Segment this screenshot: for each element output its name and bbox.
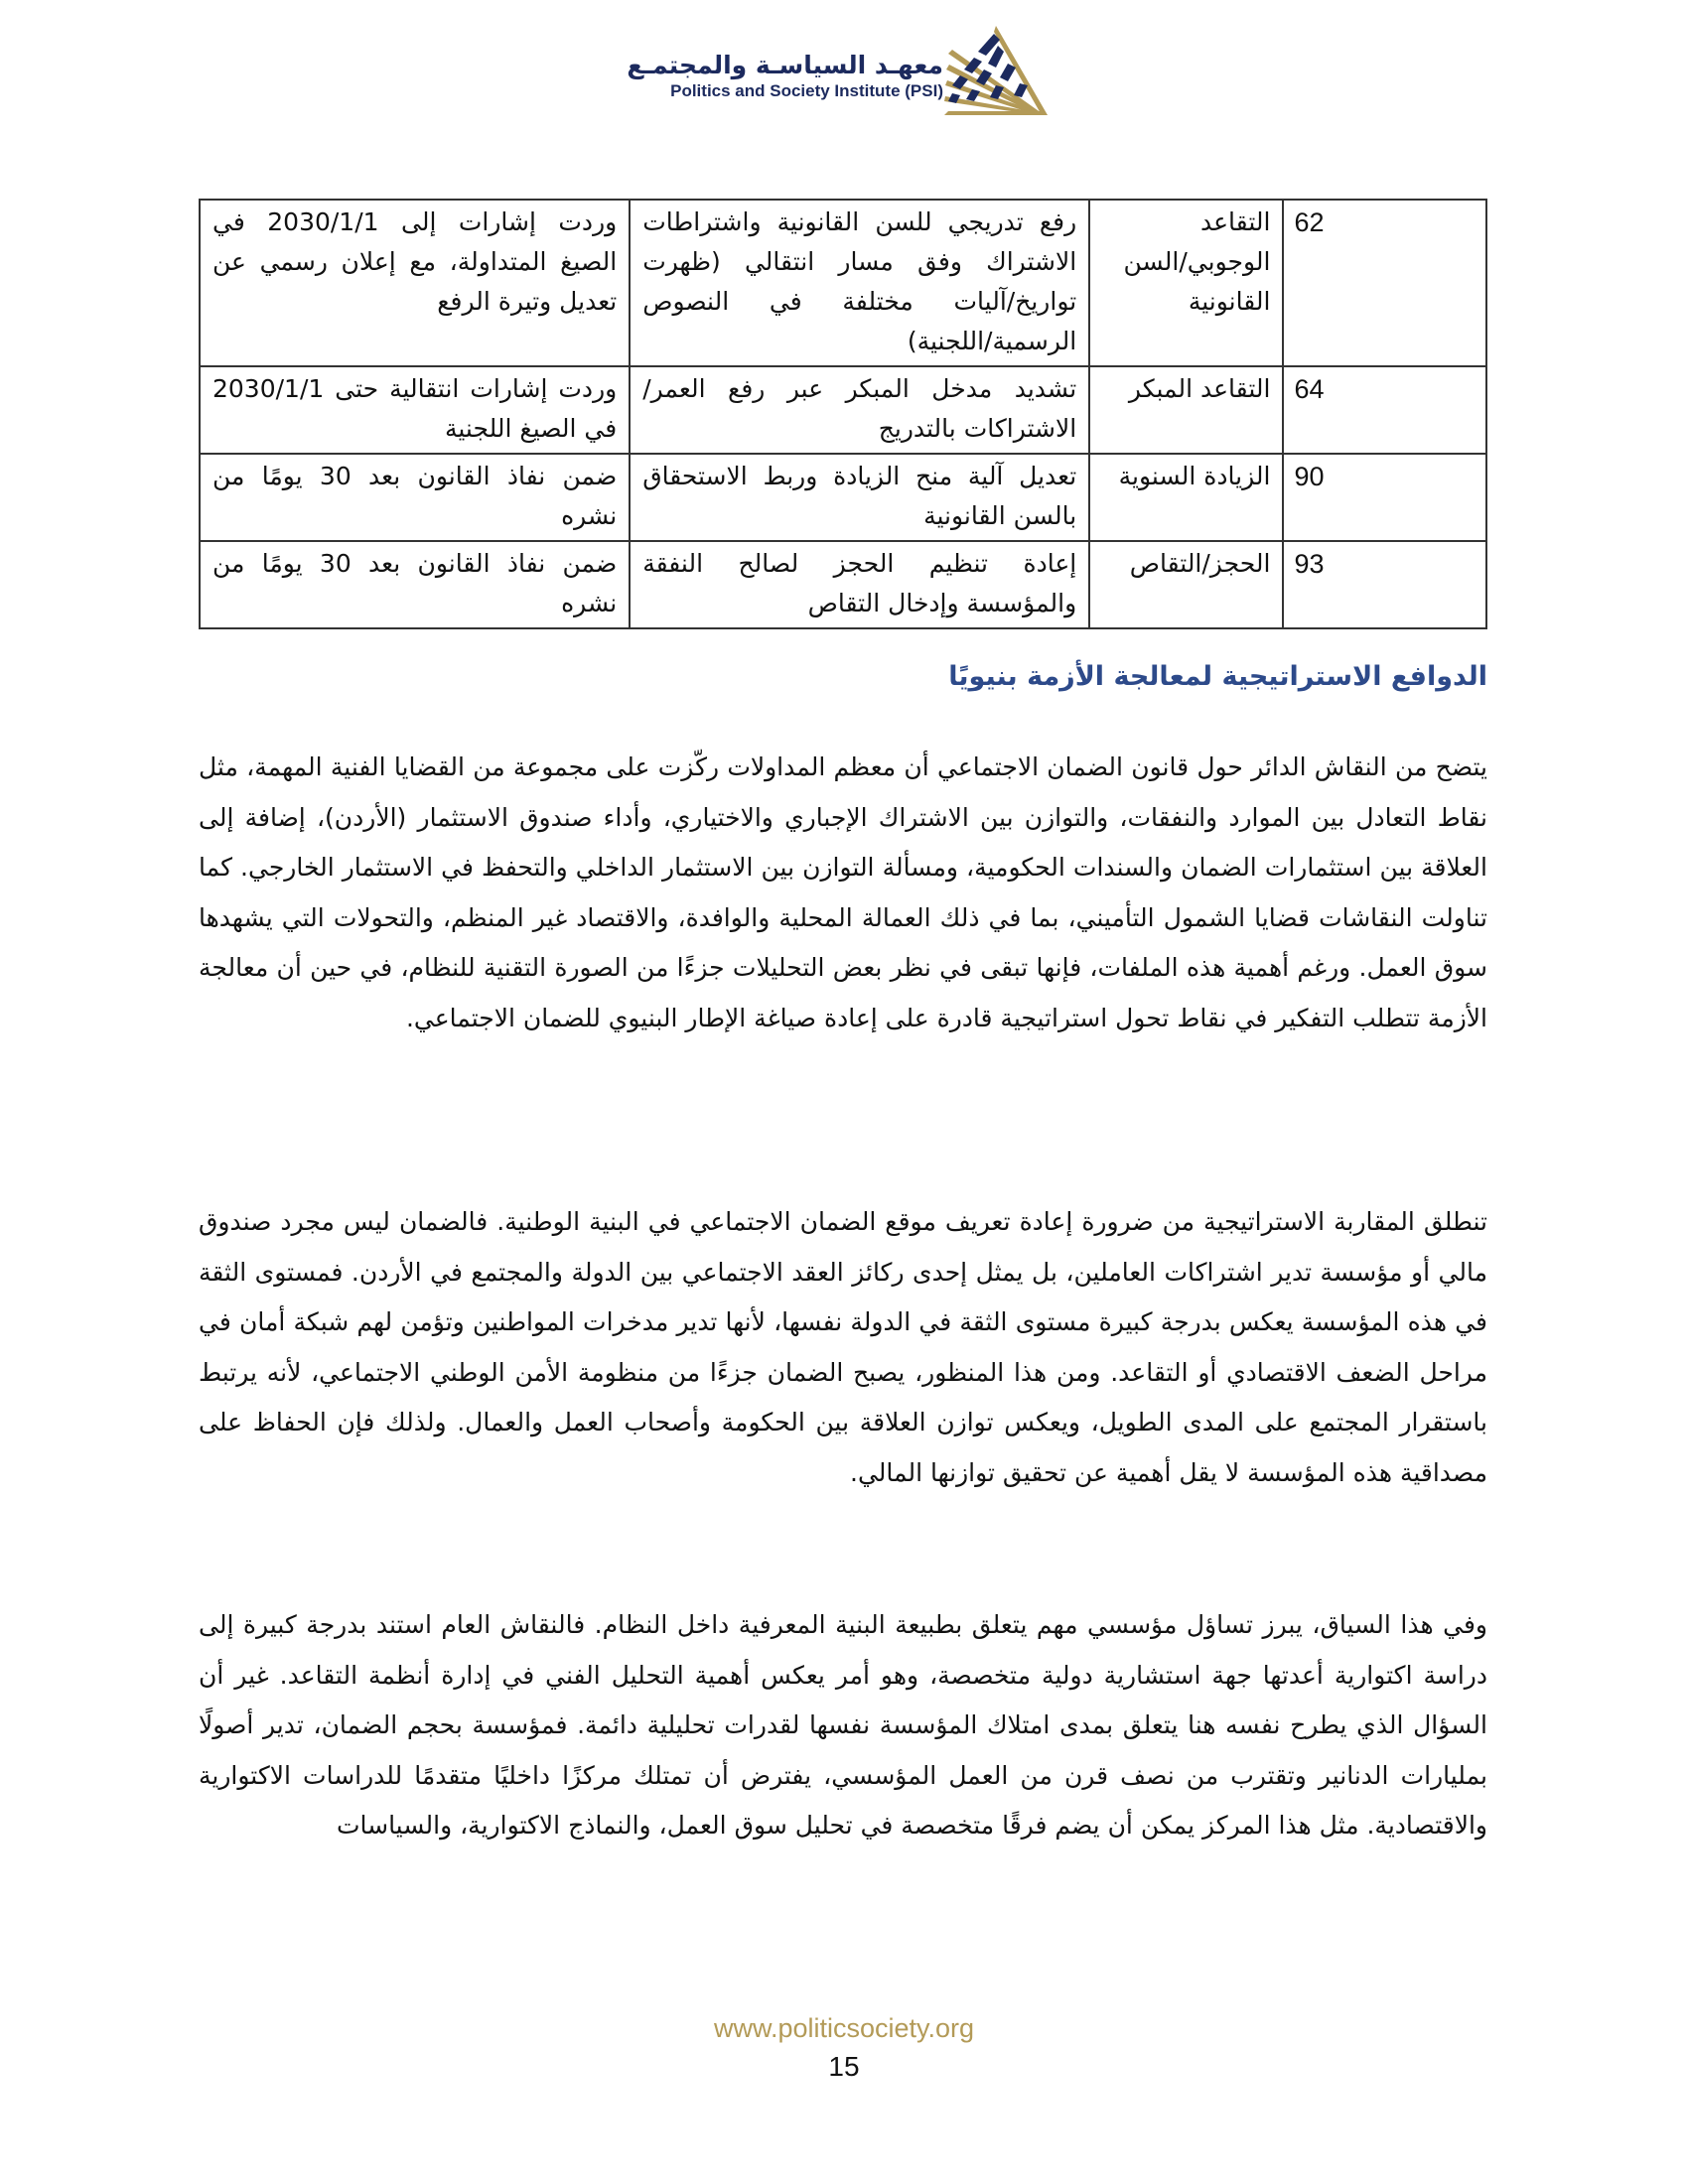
article-number-cell: 93 <box>1283 541 1486 628</box>
table-row <box>200 454 1486 541</box>
section-heading: الدوافع الاستراتيجية لمعالجة الأزمة بنيويًا <box>948 661 1487 692</box>
logo-text <box>627 50 943 101</box>
topic-cell: التقاعد الوجوبي/السن القانونية <box>1089 200 1283 366</box>
body-paragraph: يتضح من النقاش الدائر حول قانون الضمان الاجتماعي أن معظم المداولات ركّزت على مجموعة من القضايا الفنية المهمة، مثل نقاط التعادل بين الموارد والنفقات، والتوازن بين الاشتراك الإجباري والاختياري، وأداء صندوق الاستثمار (الأردن)، إضافة إلى العلاقة بين استثمارات الضمان والسندات الحكومية، ومسألة التوازن بين الاستثمار الداخلي والتحفظ في الاستثمار الخارجي. كما تناولت النقاشات قضايا الشمول التأميني، بما في ذلك العمالة المحلية والوافدة، والاقتصاد غير المنظم، والتحولات التي يشهدها سوق العمل. ورغم أهمية هذه الملفات، فإنها تبقى في نظر بعض التحليلات جزءًا من الصورة التقنية للنظام، في حين أن معالجة الأزمة تتطلب التفكير في نقاط تحول استراتيجية قادرة على إعادة صياغة الإطار البنيوي للضمان الاجتماعي. <box>199 752 1487 1032</box>
change-cell: إعادة تنظيم الحجز لصالح النفقة والمؤسسة وإدخال التقاص <box>630 541 1089 628</box>
footer-website-link[interactable]: www.politicsociety.org <box>713 2013 975 2043</box>
body-paragraph: تنطلق المقاربة الاستراتيجية من ضرورة إعادة تعريف موقع الضمان الاجتماعي في البنية الوطنية. فالضمان ليس مجرد صندوق مالي أو مؤسسة تدير اشتراكات العاملين، بل يمثل إحدى ركائز العقد الاجتماعي بين الدولة والمجتمع في الأردن. فمستوى الثقة في هذه المؤسسة يعكس بدرجة كبيرة مستوى الثقة في الدولة نفسها، لأنها تدير مدخرات المواطنين وتؤمن لهم شبكة أمان في مراحل الضعف الاقتصادي أو التقاعد. ومن هذا المنظور، يصبح الضمان جزءًا من منظومة الأمن الوطني الاجتماعي، لأنه يرتبط باستقرار المجتمع على المدى الطويل، ويعكس توازن العلاقة بين الحكومة وأصحاب العمل والعمال. ولذلك فإن الحفاظ على مصداقية هذه المؤسسة لا يقل أهمية عن تحقيق توازنها المالي. <box>199 1207 1487 1487</box>
timing-cell: ضمن نفاذ القانون بعد 30 يومًا من نشره <box>200 541 630 628</box>
body-paragraph: وفي هذا السياق، يبرز تساؤل مؤسسي مهم يتعلق بطبيعة البنية المعرفية داخل النظام. فالنقاش العام استند بدرجة كبيرة إلى دراسة اكتوارية أعدتها جهة استشارية دولية متخصصة، وهو أمر يعكس أهمية التحليل الفني في إدارة أنظمة التقاعد. غير أن السؤال الذي يطرح نفسه هنا يتعلق بمدى امتلاك المؤسسة نفسها لقدرات تحليلية دائمة. فمؤسسة بحجم الضمان، تدير أصولًا بمليارات الدنانير وتقترب من نصف قرن من العمل المؤسسي، يفترض أن تمتلك مركزًا داخليًا متقدمًا للدراسات الاكتوارية والاقتصادية. مثل هذا المركز يمكن أن يضم فرقًا متخصصة في تحليل سوق العمل، والنماذج الاكتوارية، والسياسات <box>199 1610 1487 1840</box>
table-row <box>200 200 1486 366</box>
topic-cell: الزيادة السنوية <box>1089 454 1283 541</box>
topic-cell: الحجز/التقاص <box>1089 541 1283 628</box>
change-cell: تشديد مدخل المبكر عبر رفع العمر/الاشتراكات بالتدريج <box>630 366 1089 454</box>
article-number-cell: 62 <box>1283 200 1486 366</box>
timing-cell: وردت إشارات إلى 2030/1/1 في الصيغ المتداولة، مع إعلان رسمي عن تعديل وتيرة الرفع <box>200 200 630 366</box>
change-cell: تعديل آلية منح الزيادة وربط الاستحقاق بالسن القانونية <box>630 454 1089 541</box>
psi-triangle-logo-icon <box>938 24 1050 119</box>
timing-cell: وردت إشارات انتقالية حتى 2030/1/1 في الصيغ اللجنية <box>200 366 630 454</box>
timing-cell: ضمن نفاذ القانون بعد 30 يومًا من نشره <box>200 454 630 541</box>
topic-cell: التقاعد المبكر <box>1089 366 1283 454</box>
page-header <box>0 24 1688 123</box>
change-cell: رفع تدريجي للسن القانونية واشتراطات الاشتراك وفق مسار انتقالي (ظهرت تواريخ/آليات مختلفة في النصوص الرسمية/اللجنية) <box>630 200 1089 366</box>
org-name-english: Politics and Society Institute (PSI) <box>670 81 943 100</box>
table-row <box>200 541 1486 628</box>
org-name-arabic: معهـد السياسـة والمجتمـع <box>627 51 943 79</box>
article-number-cell: 64 <box>1283 366 1486 454</box>
page-number: 15 <box>828 2051 860 2082</box>
law-changes-table <box>199 199 1487 629</box>
article-number-cell: 90 <box>1283 454 1486 541</box>
table-row <box>200 366 1486 454</box>
